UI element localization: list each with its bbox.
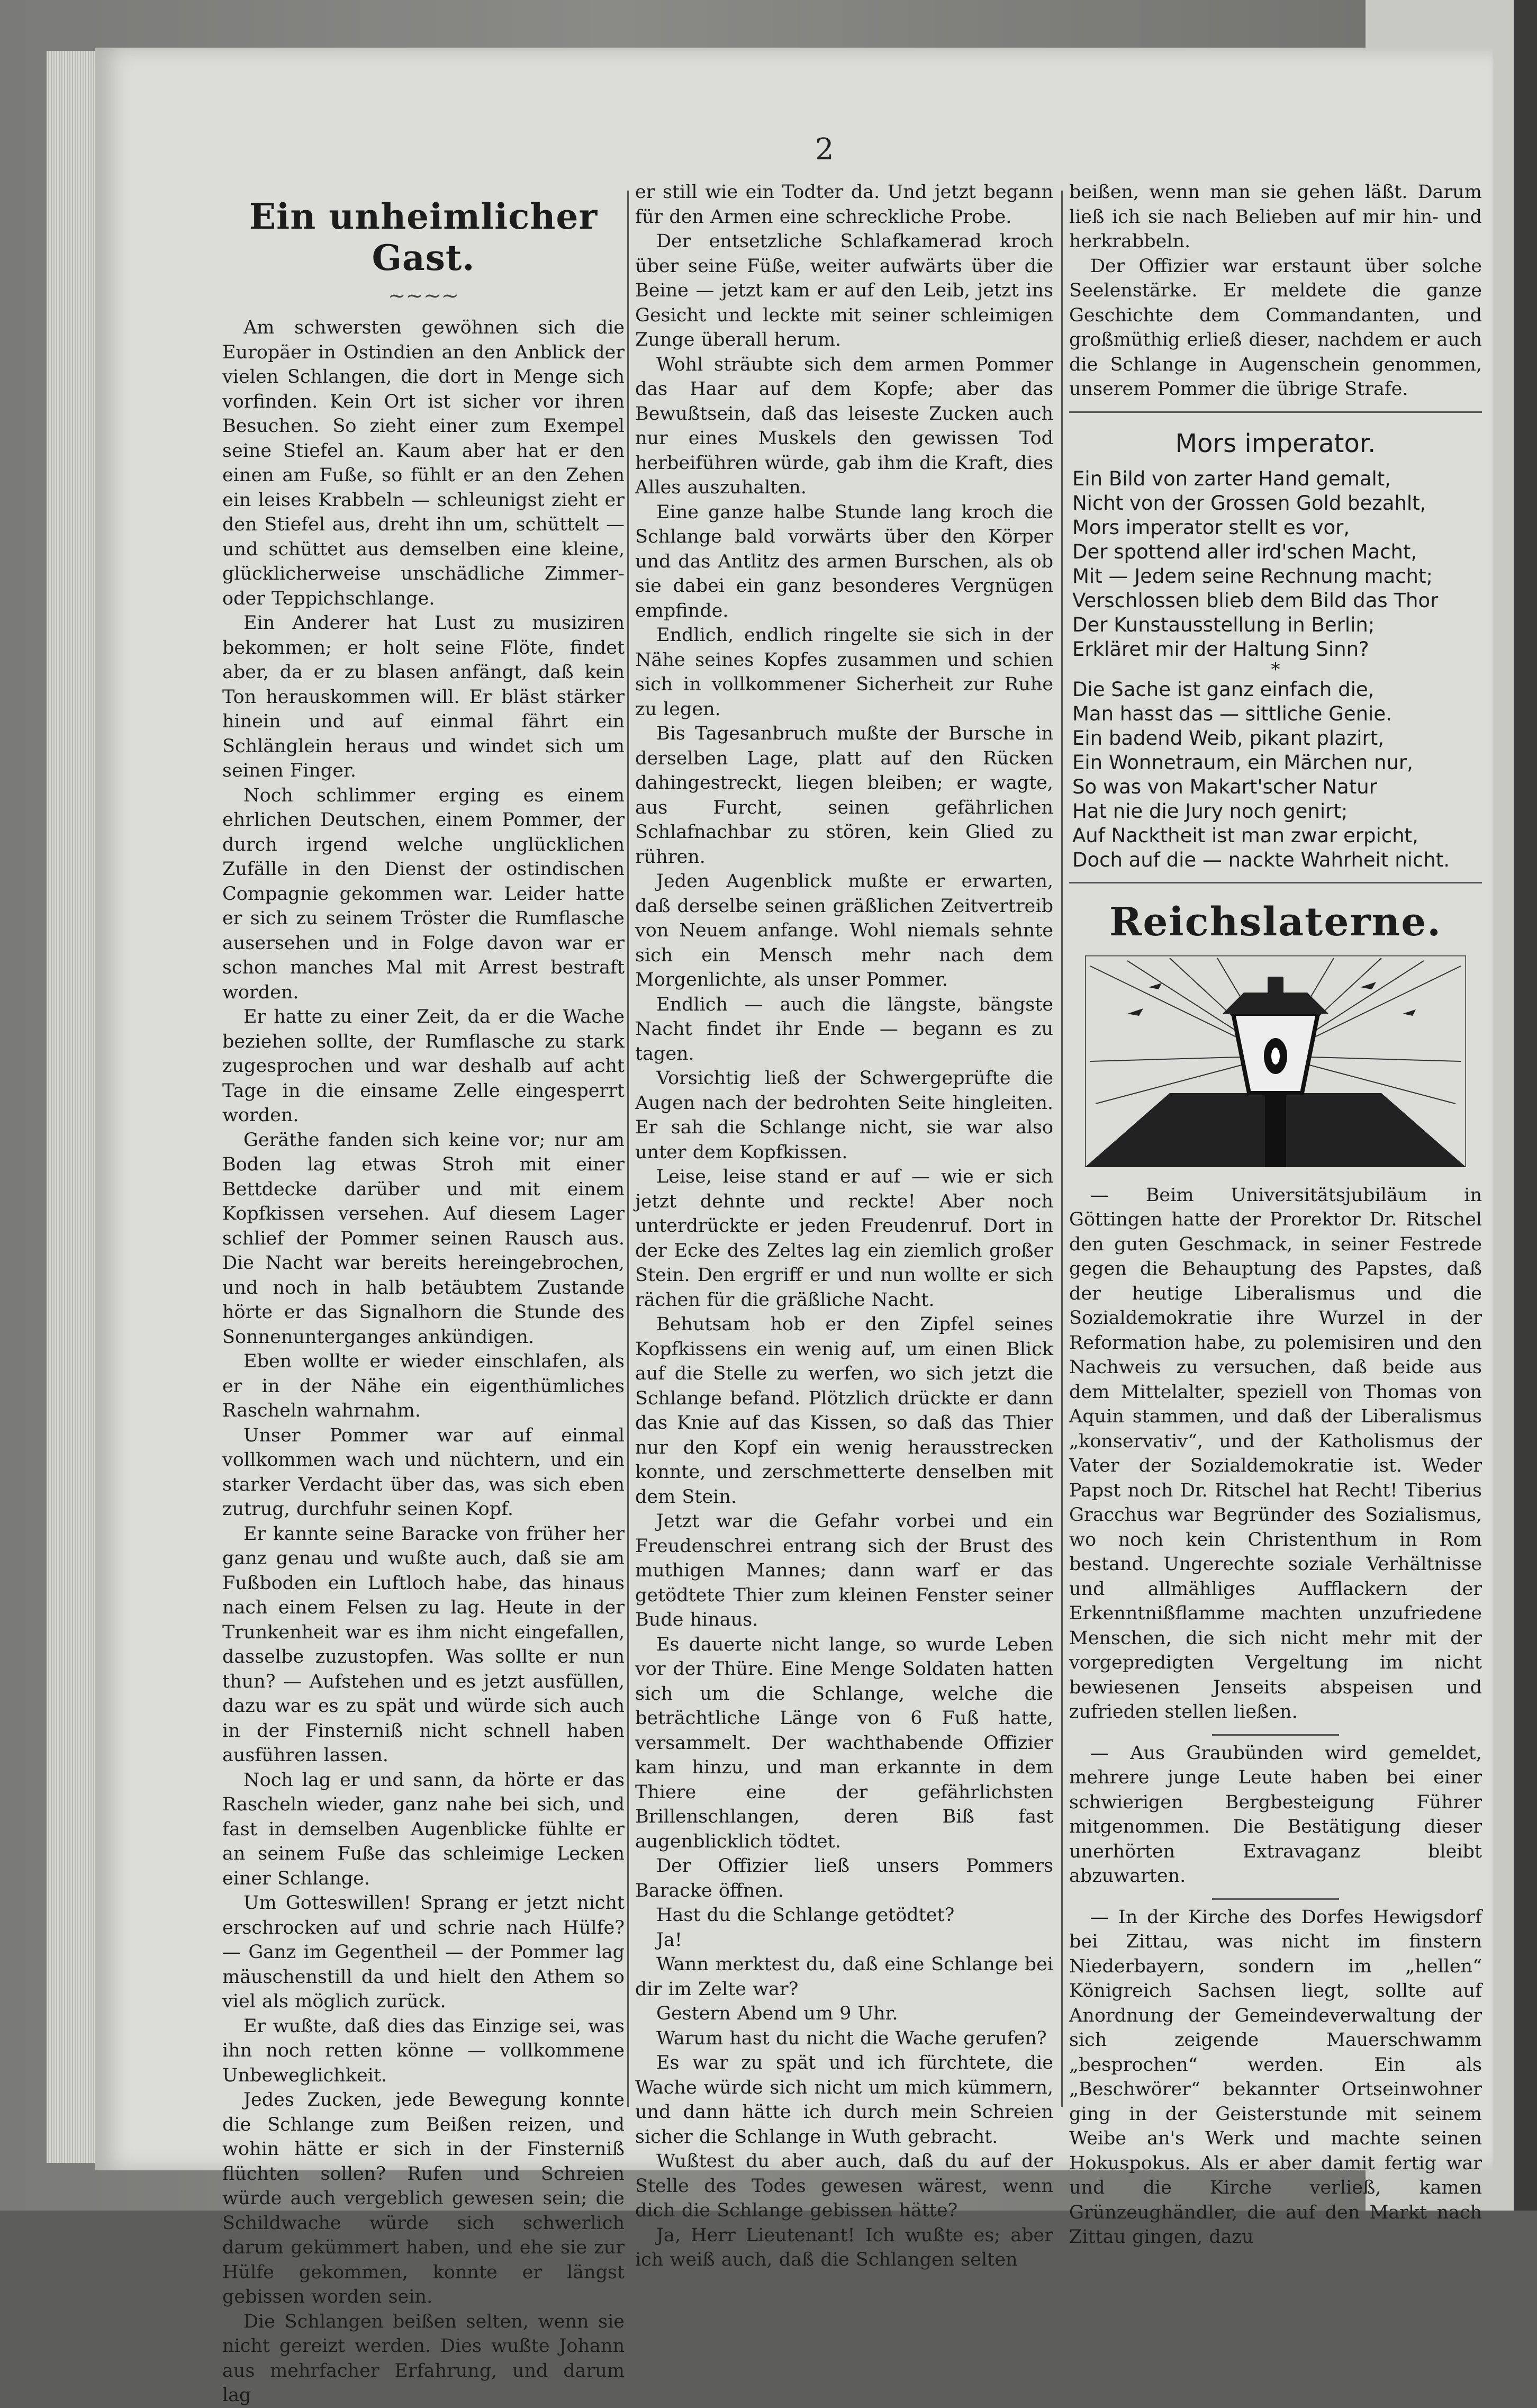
paragraph: Jetzt war die Gefahr vorbei und ein Freudenschrei entrang sich der Brust des muthigen Mannes; dann warf er das getödtete Thier zum kleinen Fenster seiner Bude hinaus.	[635, 1511, 1053, 1630]
poem-line: Mit — Jedem seine Rechnung macht;	[1072, 564, 1433, 588]
paragraph: Ja, Herr Lieutenant! Ich wußte es; aber ich weiß auch, daß die Schlangen selten	[635, 2224, 1053, 2270]
poem-line: Verschlossen blieb dem Bild das Thor	[1072, 589, 1439, 612]
paragraph: — Beim Universitätsjubiläum in Göttingen hatte der Prorektor Dr. Ritschel den guten Geschmack, in seiner Festrede gegen die Behauptung des Papstes, daß der heutige Liberalismus und die Sozialdemokratie ihre Wurzel in der Reformation habe, zu polemisiren und den Nachweis zu versuchen, daß beide aus dem Mittelalter, speziell von Thomas von Aquin stammen, und daß der Liberalismus „konservativ“, und der Katholismus der Vater der Sozialdemokratie ist. Weder Papst noch Dr. Ritschel hat Recht! Tiberius Gracchus war Begründer des Sozialismus, wo noch kein Christenthum in Rom bestand. Ungerechte soziale Verhältnisse und allmähliges Aufflackern der Erkenntnißflamme machten unzufriedene Menschen, die sich nicht mehr mit der vorgepredigten Vergeltung im nicht bewiesenen Jenseits abspeisen und zufrieden stellen ließen.	[1069, 1184, 1482, 1722]
paragraph: Hast du die Schlange getödtet?	[656, 1905, 955, 1926]
paragraph: Er hatte zu einer Zeit, da er die Wache beziehen sollte, der Rumflasche zu stark zugesprochen und war deshalb auf acht Tage in die einsame Zelle eingesperrt worden.	[222, 1006, 625, 1126]
item-divider	[1212, 1898, 1339, 1900]
paragraph: Noch schlimmer erging es einem ehrlichen Deutschen, einem Pommer, der durch irgend welche unglücklichen Zufälle in den Dienst der ostindischen Compagnie gekommen war. Leider hatte er sich zu seinem Tröster die Rumflasche ausersehen und in Folge davon war er schon manches Mal mit Arrest bestraft worden.	[222, 784, 625, 1003]
paragraph: Endlich, endlich ringelte sie sich in der Nähe seines Kopfes zusammen und schien sich in vollkommener Sicherheit zur Ruhe zu legen.	[635, 625, 1053, 720]
page-number: 2	[815, 132, 834, 167]
column-2	[635, 180, 1053, 2272]
poem-line: Erkläret mir der Haltung Sinn?	[1072, 637, 1369, 661]
paragraph: Der entsetzliche Schlafkamerad kroch über seine Füße, weiter aufwärts über die Beine — jetzt kam er auf den Leib, jetzt ins Gesicht und leckte mit seiner schleimigen Zunge überall herum.	[635, 231, 1053, 350]
paragraph: Behutsam hob er den Zipfel seines Kopfkissens ein wenig auf, um einen Blick auf die Stelle zu werfen, wo sich jetzt die Schlange befand. Plötzlich drückte er dann das Knie auf das Kissen, so daß das Thier nur den Kopf ein wenig herausstrecken konnte, und zerschmetterte denselben mit dem Stein.	[635, 1314, 1053, 1508]
paragraph: Wann merktest du, daß eine Schlange bei dir im Zelte war?	[635, 1954, 1053, 2000]
section-divider	[1069, 411, 1482, 413]
poem-line: Auf Nacktheit ist man zwar erpicht,	[1072, 824, 1418, 847]
paragraph: er still wie ein Todter da. Und jetzt begann für den Armen eine schreckliche Probe.	[635, 182, 1053, 228]
paragraph: Der Offizier ließ unsers Pommers Baracke öffnen.	[635, 1855, 1053, 1901]
poem-line: Hat nie die Jury noch genirt;	[1072, 799, 1348, 823]
paragraph: Am schwersten gewöhnen sich die Europäer in Ostindien an den Anblick der vielen Schlangen, die dort in Menge sich vorfinden. Kein Ort ist sicher vor ihren Besuchen. So zieht einer zum Exempel seine Stiefel an. Kaum aber hat er den einen am Fuße, so fühlt er an den Zehen ein leises Krabbeln — schleunigst zieht er den Stiefel aus, dreht ihn um, schüttelt — und schüttet aus demselben eine kleine, glücklicherweise unschädliche Zimmer- oder Teppichschlange.	[222, 317, 625, 609]
poem-line: Nicht von der Grossen Gold bezahlt,	[1072, 491, 1426, 515]
section-divider	[1069, 882, 1482, 883]
poem-line: Der spottend aller ird'schen Macht,	[1072, 540, 1417, 563]
paragraph: Er kannte seine Baracke von früher her ganz genau und wußte auch, daß sie am Fußboden ein Luftloch habe, das hinaus nach einem Felsen zu lag. Heute in der Trunkenheit war es ihm nicht eingefallen, dasselbe zuzustopfen. Was sollte er nun thun? — Aufstehen und es jetzt ausfüllen, dazu war es zu spät und würde sich auch in der Finsterniß nicht schnell haben ausführen lassen.	[222, 1523, 625, 1766]
paragraph: Um Gotteswillen! Sprang er jetzt nicht erschrocken auf und schrie nach Hülfe? — Ganz im Gegentheil — der Pommer lag mäuschenstill da und hielt den Athem so viel als möglich zurück.	[222, 1892, 625, 2012]
paragraph: Die Schlangen beißen selten, wenn sie nicht gereizt werden. Dies wußte Johann aus mehrfacher Erfahrung, und darum lag	[222, 2311, 625, 2406]
paragraph: Ein Anderer hat Lust zu musiziren bekommen; er holt seine Flöte, findet aber, da er zu blasen anfängt, daß kein Ton herauskommen will. Er bläst stärker hinein und auf einmal fährt ein Schlänglein heraus und windet sich um seinen Finger.	[222, 612, 625, 781]
paragraph: Eben wollte er wieder einschlafen, als er in der Nähe ein eigenthümliches Rascheln wahrnahm.	[222, 1351, 625, 1421]
poem-line: Der Kunstausstellung in Berlin;	[1072, 613, 1375, 636]
poem-title: Mors imperator.	[1175, 428, 1376, 458]
paragraph: — In der Kirche des Dorfes Hewigsdorf bei Zittau, was nicht im finstern Niederbayern, sondern im „hellen“ Königreich Sachsen liegt, sollte auf Anordnung der Gemeindeverwaltung der sich zeigende Mauerschwamm „besprochen“ werden. Ein als „Beschwörer“ bekannter Ortseinwohner ging in der Geisterstunde mit seinem Weibe an's Werk und machte seinen Hokuspokus. Als er aber damit fertig war und die Kirche verließ, kamen Grünzeughändler, die auf den Markt nach Zittau gingen, dazu	[1069, 1906, 1482, 2248]
poem-line: Ein Bild von zarter Hand gemalt,	[1072, 467, 1391, 490]
paragraph: Jedes Zucken, jede Bewegung konnte die Schlange zum Beißen reizen, und wohin hätte er sich in der Finsterniß flüchten sollen? Rufen und Schreien würde auch vergeblich gewesen sein; die Schildwache würde sich schwerlich darum gekümmert haben, und ehe sie zur Hülfe gekommen, konnte er längst gebissen worden sein.	[222, 2089, 625, 2307]
paragraph: Bis Tagesanbruch mußte der Bursche in derselben Lage, platt auf den Rücken dahingestreckt, liegen bleiben; er wagte, aus Furcht, seinen gefährlichen Schlafnachbar zu stören, kein Glied zu rühren.	[635, 723, 1053, 868]
paragraph: Ja!	[656, 1929, 682, 1951]
article-title: Ein unheimlicher Gast.	[249, 196, 598, 278]
paragraph: Unser Pommer war auf einmal vollkommen wach und nüchtern, und ein starker Verdacht über das, was sich eben zutrug, durchfuhr seinen Kopf.	[222, 1424, 625, 1520]
paragraph: Leise, leise stand er auf — wie er sich jetzt dehnte und reckte! Aber noch unterdrückte er jeden Freudenruf. Dort in der Ecke des Zeltes lag ein ziemlich großer Stein. Den ergriff er und nun wollte er sich rächen für die gräßliche Nacht.	[635, 1166, 1053, 1311]
poem-line: Ein badend Weib, pikant plazirt,	[1072, 726, 1385, 750]
paragraph: — Aus Graubünden wird gemeldet, mehrere junge Leute haben bei einer schwierigen Bergbesteigung Führer mitgenommen. Die Bestätigung dieser unerhörten Extravaganz bleibt abzuwarten.	[1069, 1742, 1482, 1887]
column-1	[222, 180, 625, 2408]
paragraph: Geräthe fanden sich keine vor; nur am Boden lag etwas Stroh mit einer Bettdecke darüber und mit einem Kopfkissen versehen. Auf diesem Lager schlief der Pommer seinen Rausch aus. Die Nacht war bereits hereingebrochen, und noch in halb betäubtem Zustande hörte er das Signalhorn die Stunde des Sonnenunterganges ankündigen.	[222, 1129, 625, 1348]
column-rule	[627, 191, 629, 2107]
item-divider	[1212, 1734, 1339, 1736]
paragraph: Wohl sträubte sich dem armen Pommer das Haar auf dem Kopfe; aber das Bewußtsein, daß das leiseste Zucken auch nur eines Muskels den gewissen Tod herbeiführen würde, gab ihm die Kraft, dies Alles auszuhalten.	[635, 354, 1053, 498]
paragraph: Es war zu spät und ich fürchtete, die Wache würde sich nicht um mich kümmern, und dann hätte ich durch mein Schreien sicher die Schlange in Wuth gebracht.	[635, 2052, 1053, 2148]
poem-line: Doch auf die — nackte Wahrheit nicht.	[1072, 848, 1450, 871]
paragraph: Eine ganze halbe Stunde lang kroch die Schlange bald vorwärts über den Körper und das Antlitz des armen Burschen, als ob sie dabei ein ganz besonderes Vergnügen empfinde.	[635, 501, 1053, 621]
paragraph: Er wußte, daß dies das Einzige sei, was ihn noch retten könne — vollkommene Unbeweglichkeit.	[222, 2015, 625, 2086]
lantern-illustration	[1085, 955, 1466, 1167]
stanza-separator: *	[1271, 659, 1280, 680]
poem-line: Mors imperator stellt es vor,	[1072, 516, 1350, 539]
section-title: Reichslaterne.	[1109, 899, 1442, 945]
paragraph: Jeden Augenblick mußte er erwarten, daß derselbe seinen gräßlichen Zeitvertreib von Neuem anfange. Wohl niemals sehnte sich ein Mensch mehr nach dem Morgenlichte, als unser Pommer.	[635, 871, 1053, 990]
paragraph: Noch lag er und sann, da hörte er das Rascheln wieder, ganz nahe bei sich, und fast in demselben Augenblicke fühlte er an seinem Fuße das schleimige Lecken einer Schlange.	[222, 1769, 625, 1889]
title-ornament: ~~~~	[387, 284, 459, 308]
paragraph: Es dauerte nicht lange, so wurde Leben vor der Thüre. Eine Menge Soldaten hatten sich um die Schlange, welche die beträchtliche Länge von 6 Fuß hatte, versammelt. Der wachthabende Offizier kam hinzu, und man erkannte in dem Thiere eine der gefährlichsten Brillenschlangen, deren Biß fast augenblicklich tödtet.	[635, 1634, 1053, 1852]
paragraph: Warum hast du nicht die Wache gerufen?	[656, 2027, 1047, 2049]
paragraph: Vorsichtig ließ der Schwergeprüfte die Augen nach der bedrohten Seite hingleiten. Er sah die Schlange nicht, sie war also unter dem Kopfkissen.	[635, 1068, 1053, 1163]
paragraph: Endlich — auch die längste, bängste Nacht findet ihr Ende — begann es zu tagen.	[635, 994, 1053, 1065]
poem-line: Ein Wonnetraum, ein Märchen nur,	[1072, 751, 1413, 774]
paragraph: Wußtest du aber auch, daß du auf der Stelle des Todes gewesen wärest, wenn dich die Schlange gebissen hätte?	[635, 2151, 1053, 2221]
column-rule	[1061, 191, 1063, 2107]
poem-line: Die Sache ist ganz einfach die,	[1072, 678, 1375, 701]
paragraph: beißen, wenn man sie gehen läßt. Darum ließ ich sie nach Belieben auf mir hin- und herkrabbeln.	[1069, 182, 1482, 252]
paragraph: Gestern Abend um 9 Uhr.	[656, 2003, 898, 2024]
column-3	[1069, 180, 1482, 2250]
poem-line: Man hasst das — sittliche Genie.	[1072, 702, 1392, 725]
book-cover-edge	[1514, 0, 1537, 2211]
poem-line: So was von Makart'scher Natur	[1072, 775, 1377, 798]
paragraph: Der Offizier war erstaunt über solche Seelenstärke. Er meldete die ganze Geschichte dem Commandanten, und großmüthig erließ dieser, nachdem er auch die Schlange in Augenschein genommen, unserem Pommer die übrige Strafe.	[1069, 255, 1482, 400]
